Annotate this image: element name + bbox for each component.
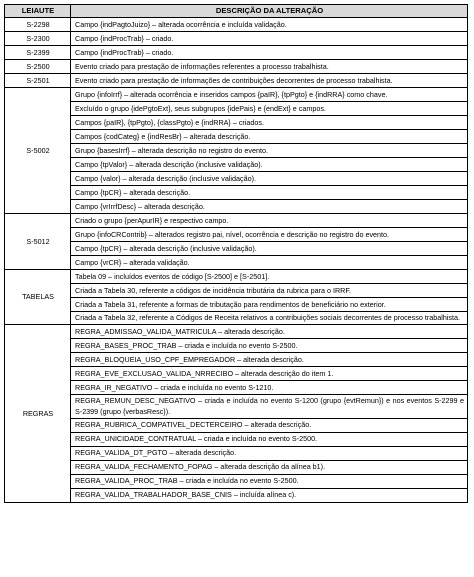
alteracoes-table-container <box>4 4 467 503</box>
table-row <box>5 18 468 32</box>
leiaute-cell: S-2399 <box>5 46 71 60</box>
descricao-cell: Campo {indPagtoJuizo} – alterada ocorrência e incluída validação. <box>71 18 468 32</box>
table-row <box>5 88 468 102</box>
table-row <box>5 488 468 502</box>
descricao-cell: REGRA_REMUN_DESC_NEGATIVO – criada e incluída no evento S-1200 (grupo {evtRemun}) e nos eventos S-2299 e S-2399 (grupo {verbasResc}). <box>71 395 468 418</box>
descricao-cell: Grupo {basesIrrf} – alterada descrição no registro do evento. <box>71 144 468 158</box>
leiaute-cell-s5012: S-5012 <box>5 214 71 270</box>
descricao-cell: Campo {tpCR} – alterada descrição. <box>71 186 468 200</box>
header-descricao: DESCRIÇÃO DA ALTERAÇÃO <box>71 5 468 18</box>
table-row <box>5 325 468 339</box>
descricao-cell: Campo {vrIrrfDesc} – alterada descrição. <box>71 200 468 214</box>
descricao-cell: Campo {valor} – alterada descrição (inclusive validação). <box>71 172 468 186</box>
table-row <box>5 172 468 186</box>
descricao-cell: REGRA_BLOQUEIA_USO_CPF_EMPREGADOR – alterada descrição. <box>71 353 468 367</box>
descricao-cell: Campo {indProcTrab} – criado. <box>71 46 468 60</box>
table-row <box>5 60 468 74</box>
table-row <box>5 474 468 488</box>
descricao-cell: Grupo {infoCRContrib} – alterados registro pai, nível, ocorrência e descrição no registro do evento. <box>71 228 468 242</box>
table-row <box>5 46 468 60</box>
leiaute-cell: S-2500 <box>5 60 71 74</box>
table-row <box>5 284 468 298</box>
table-row <box>5 186 468 200</box>
table-row <box>5 158 468 172</box>
table-row <box>5 432 468 446</box>
table-row <box>5 130 468 144</box>
descricao-cell: Campos {codCateg} e {indResBr} – alterada descrição. <box>71 130 468 144</box>
descricao-cell: REGRA_BASES_PROC_TRAB – criada e incluída no evento S-2500. <box>71 339 468 353</box>
descricao-cell: Campo {tpCR} – alterada descrição (inclusive validação). <box>71 242 468 256</box>
descricao-cell: Campo {tpValor} – alterada descrição (inclusive validação). <box>71 158 468 172</box>
descricao-cell: REGRA_UNICIDADE_CONTRATUAL – criada e incluída no evento S-2500. <box>71 432 468 446</box>
descricao-cell: Criada a Tabela 32, referente a Códigos de Receita relativos a contribuições sociais decorrentes de processo trabalhista. <box>71 312 468 325</box>
table-row <box>5 460 468 474</box>
table-row <box>5 312 468 325</box>
leiaute-cell: S-2501 <box>5 74 71 88</box>
descricao-cell: Evento criado para prestação de informações referentes a processo trabalhista. <box>71 60 468 74</box>
leiaute-cell: S-2298 <box>5 18 71 32</box>
header-leiaute: LEIAUTE <box>5 5 71 18</box>
descricao-cell: Campo {indProcTrab} – criado. <box>71 32 468 46</box>
table-row <box>5 200 468 214</box>
table-row <box>5 418 468 432</box>
table-row <box>5 339 468 353</box>
descricao-cell: Excluído o grupo {idePgtoExt}, seus subgrupos {idePais} e {endExt} e campos. <box>71 102 468 116</box>
table-row <box>5 446 468 460</box>
table-row <box>5 242 468 256</box>
table-row <box>5 116 468 130</box>
table-row <box>5 144 468 158</box>
descricao-cell: Campos {paIR}, {tpPgto}, {classPgto} e {indRRA} – criados. <box>71 116 468 130</box>
descricao-cell: REGRA_VALIDA_DT_PGTO – alterada descrição. <box>71 446 468 460</box>
table-row <box>5 228 468 242</box>
table-row <box>5 74 468 88</box>
table-row <box>5 353 468 367</box>
leiaute-cell-s5002: S-5002 <box>5 88 71 214</box>
leiaute-cell-regras: REGRAS <box>5 325 71 502</box>
descricao-cell: Grupo {infoIrrf} – alterada ocorrência e inseridos campos {paIR}, {tpPgto} e {indRRA} como chave. <box>71 88 468 102</box>
descricao-cell: Criado o grupo {perApurIR} e respectivo campo. <box>71 214 468 228</box>
descricao-cell: Tabela 09 – incluídos eventos de código [S-2500] e [S-2501]. <box>71 270 468 284</box>
table-row <box>5 32 468 46</box>
descricao-cell: REGRA_RUBRICA_COMPATIVEL_DECTERCEIRO – alterada descrição. <box>71 418 468 432</box>
table-row <box>5 256 468 270</box>
alteracoes-table <box>4 4 468 503</box>
table-row <box>5 298 468 312</box>
leiaute-cell-tabelas: TABELAS <box>5 270 71 325</box>
descricao-cell: REGRA_IR_NEGATIVO – criada e incluída no evento S-1210. <box>71 381 468 395</box>
table-header-row <box>5 5 468 18</box>
table-row <box>5 395 468 418</box>
descricao-cell: REGRA_ADMISSAO_VALIDA_MATRICULA – alterada descrição. <box>71 325 468 339</box>
descricao-cell: Criada a Tabela 31, referente a formas de tributação para rendimentos de beneficiário no exterior. <box>71 298 468 312</box>
descricao-cell: REGRA_VALIDA_PROC_TRAB – criada e incluída no evento S-2500. <box>71 474 468 488</box>
table-row <box>5 270 468 284</box>
table-row <box>5 367 468 381</box>
descricao-cell: REGRA_EVE_EXCLUSAO_VALIDA_NRRECIBO – alterada descrição do item 1. <box>71 367 468 381</box>
table-row <box>5 381 468 395</box>
descricao-cell: REGRA_VALIDA_TRABALHADOR_BASE_CNIS – incluída alínea c). <box>71 488 468 502</box>
descricao-cell: Campo {vrCR} – alterada validação. <box>71 256 468 270</box>
descricao-cell: Criada a Tabela 30, referente a códigos de incidência tributária da rubrica para o IRRF. <box>71 284 468 298</box>
leiaute-cell: S-2300 <box>5 32 71 46</box>
table-row <box>5 214 468 228</box>
table-row <box>5 102 468 116</box>
descricao-cell: REGRA_VALIDA_FECHAMENTO_FOPAG – alterada descrição da alínea b1). <box>71 460 468 474</box>
descricao-cell: Evento criado para prestação de informações de contribuições decorrentes de processo trabalhista. <box>71 74 468 88</box>
